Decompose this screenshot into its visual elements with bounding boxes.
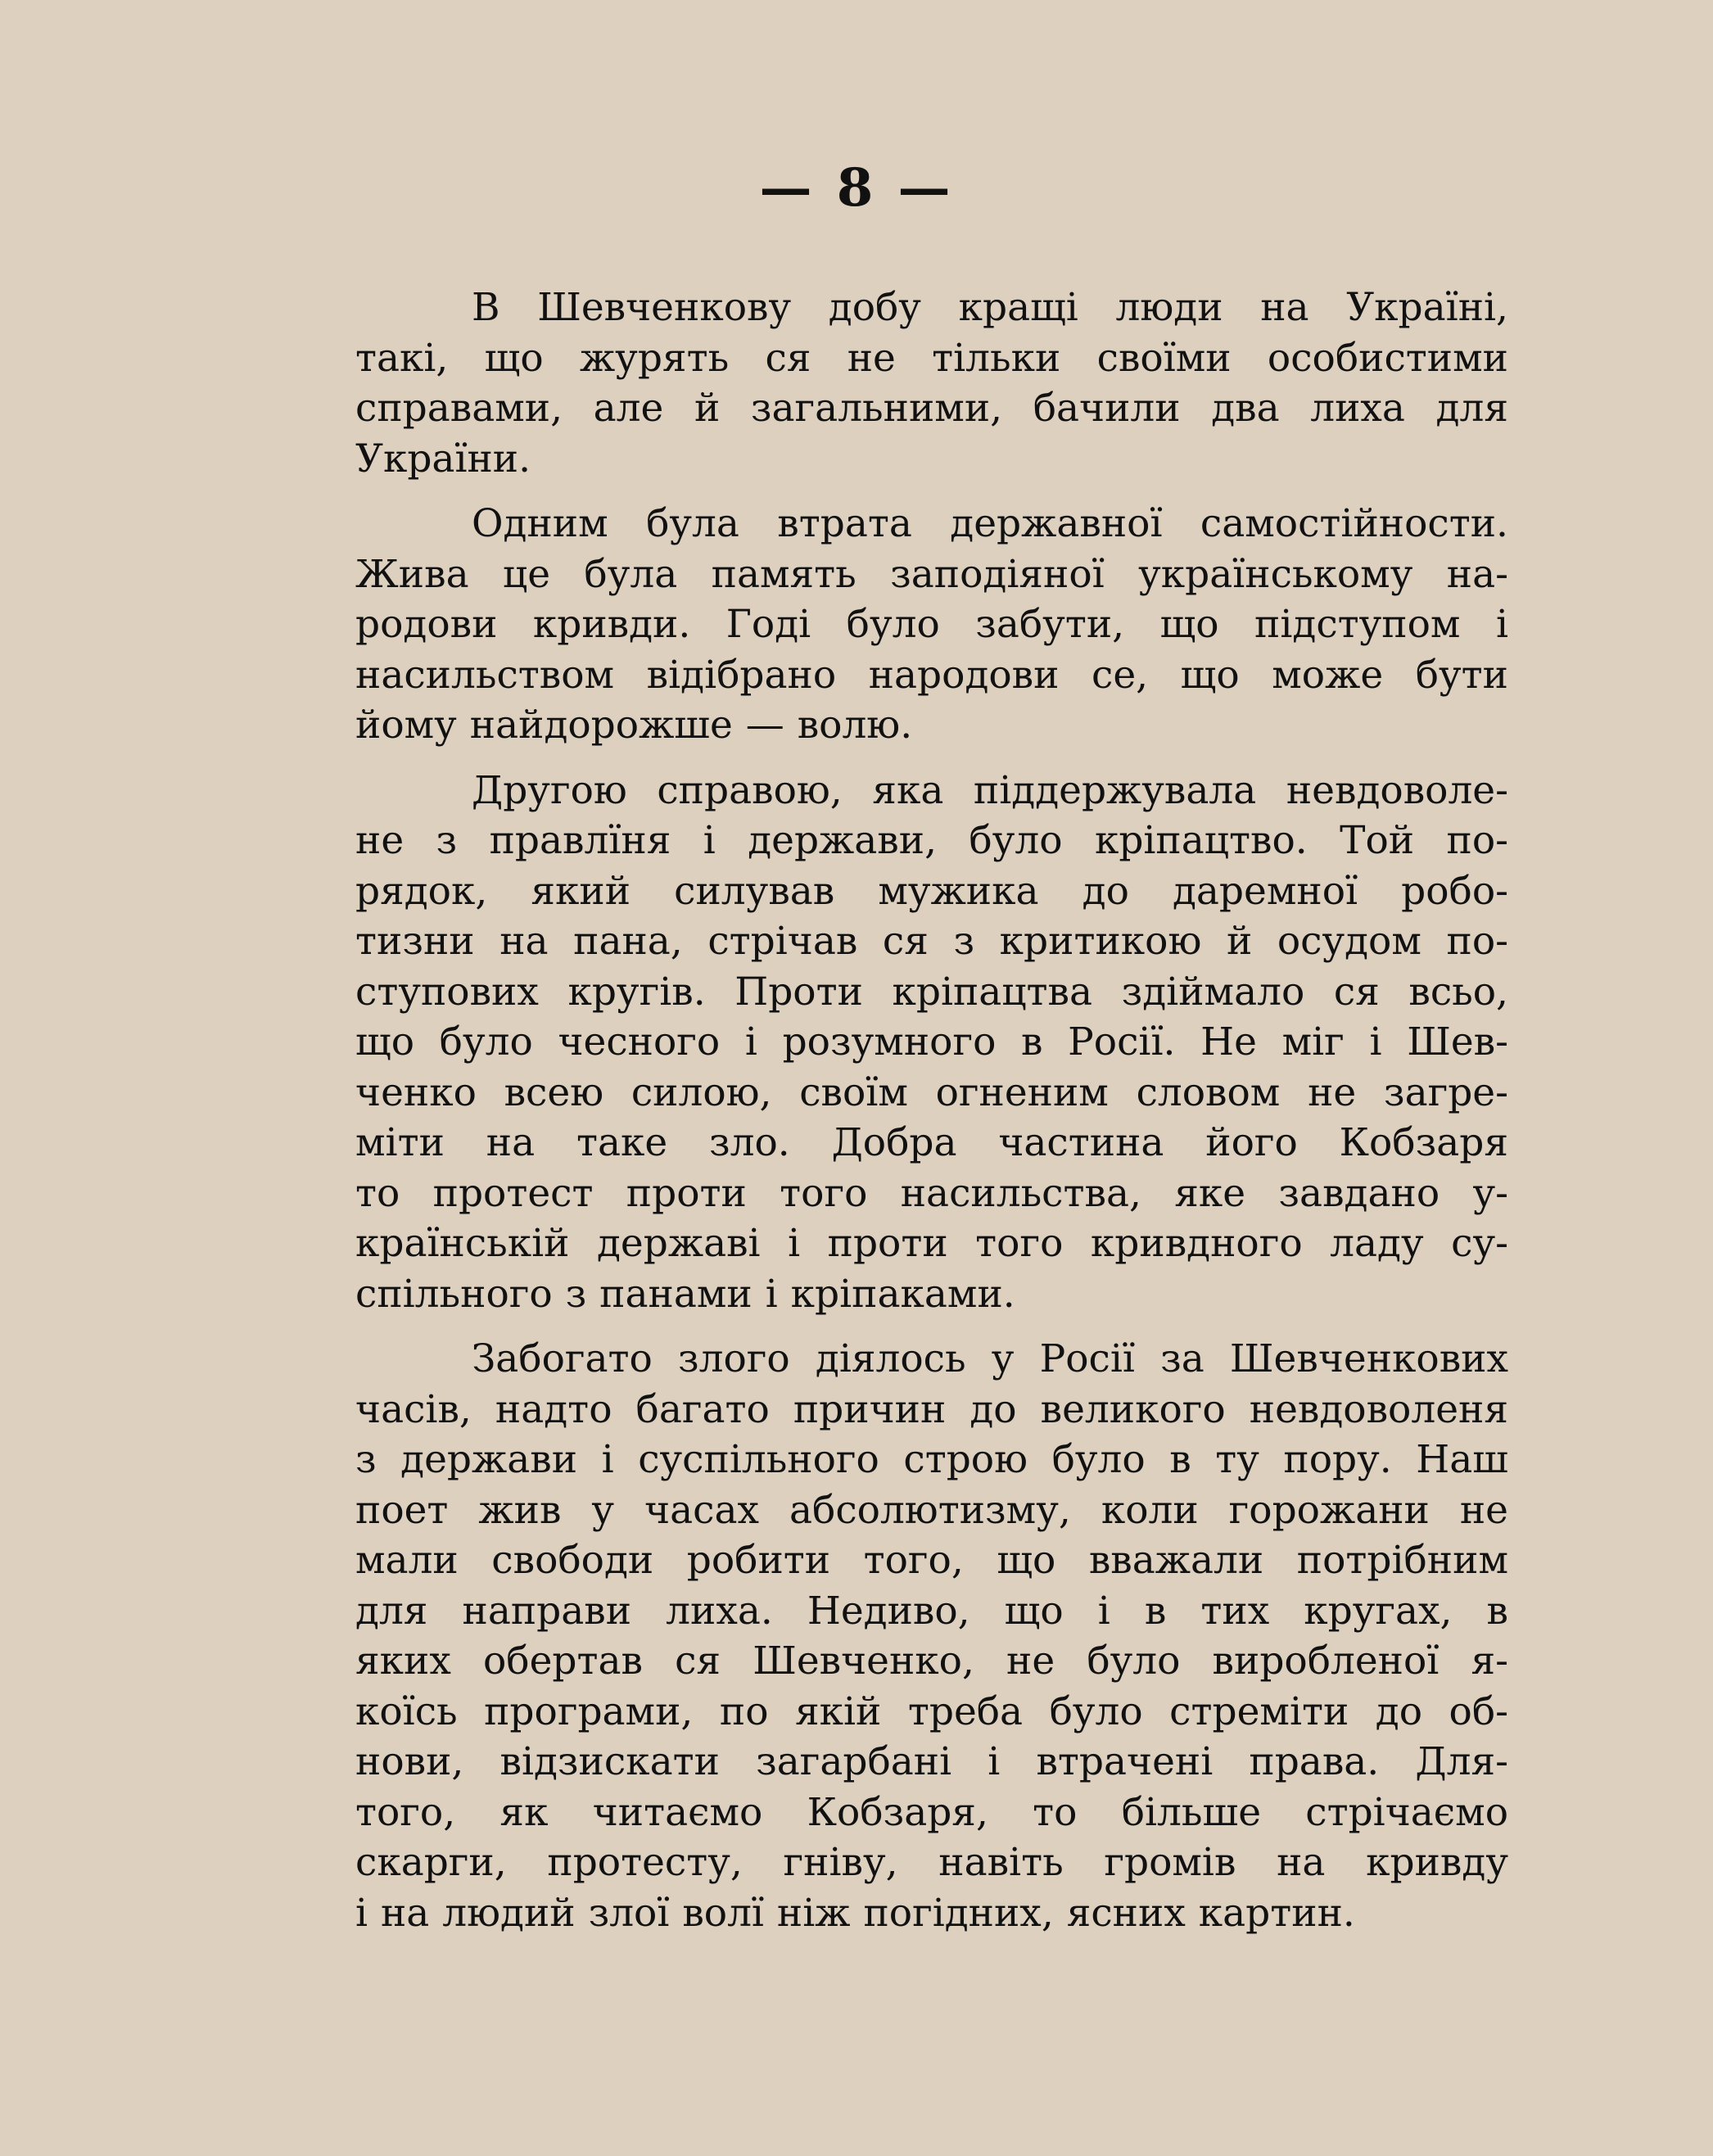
text-line: з держави і суспільного строю було в ту пору. Наш xyxy=(355,1437,1508,1482)
text-line: коїсь програми, по якій треба було стреміти до об- xyxy=(355,1688,1508,1734)
text-line: В Шевченкову добу кращі люди на Україні, xyxy=(472,285,1508,330)
text-line: для направи лиха. Недиво, що і в тих кругах, в xyxy=(355,1588,1508,1634)
body-text xyxy=(239,282,1508,1938)
text-line: рядок, який силував мужика до даремної робо- xyxy=(355,868,1508,914)
paragraph-4 xyxy=(239,1334,1508,1938)
text-line: Одним була втрата державної самостійности. xyxy=(472,501,1508,546)
text-line: ченко всею силою, своїм огненим словом не загре- xyxy=(355,1069,1508,1115)
text-line: Другою справою, яка піддержувала невдоволе- xyxy=(472,767,1508,813)
paragraph-2 xyxy=(239,499,1508,751)
text-line: що було чесного і розумного в Росії. Не міг і Шев- xyxy=(355,1019,1508,1064)
text-line: Забогато злого діялось у Росії за Шевченкових xyxy=(472,1336,1508,1381)
text-line: справами, але й загальними, бачили два лиха для xyxy=(355,386,1508,431)
text-line: того, як читаємо Кобзаря, то більше стрічаємо xyxy=(355,1789,1508,1835)
text-line: спільного з панами і кріпаками. xyxy=(355,1271,1015,1317)
text-line: то протест проти того насильства, яке завдано у- xyxy=(355,1170,1508,1216)
text-line: яких обертав ся Шевченко, не було виробленої я- xyxy=(355,1638,1508,1684)
paragraph-3 xyxy=(239,766,1508,1320)
page-number: — 8 — xyxy=(759,157,954,219)
text-line: Жива це була память заподіяної українському на- xyxy=(355,551,1508,597)
text-line: міти на таке зло. Добра частина його Кобзаря xyxy=(355,1120,1508,1165)
text-line: поет жив у часах абсолютизму, коли горожани не xyxy=(355,1487,1508,1533)
text-line: скарги, протесту, гніву, навіть громів на кривду xyxy=(355,1840,1508,1885)
text-line: України. xyxy=(355,436,531,481)
text-line: часів, надто багато причин до великого невдоволеня xyxy=(355,1386,1508,1432)
text-line: родови кривди. Годі було забути, що підступом і xyxy=(355,602,1508,647)
text-line: і на людий злої волї ніж погідних, ясних картин. xyxy=(355,1890,1355,1936)
text-line: такі, що журять ся не тільки своїми особистими xyxy=(355,335,1508,381)
text-line: нови, відзискати загарбані і втрачені права. Для- xyxy=(355,1739,1508,1784)
text-line: ступових кругів. Проти кріпацтва здіймало ся всьо, xyxy=(355,969,1508,1015)
text-line: тизни на пана, стрічав ся з критикою й осудом по- xyxy=(355,919,1508,964)
text-line: не з правлїня і держави, було кріпацтво. Той по- xyxy=(355,818,1508,863)
text-line: країнській державі і проти того кривдного ладу су- xyxy=(355,1221,1508,1266)
text-line: насильством відібрано народови се, що може бути xyxy=(355,652,1508,698)
text-line: мали свободи робити того, що вважали потрібним xyxy=(355,1538,1508,1583)
paragraph-1 xyxy=(239,282,1508,484)
text-line: йому найдорожше — волю. xyxy=(355,703,913,748)
